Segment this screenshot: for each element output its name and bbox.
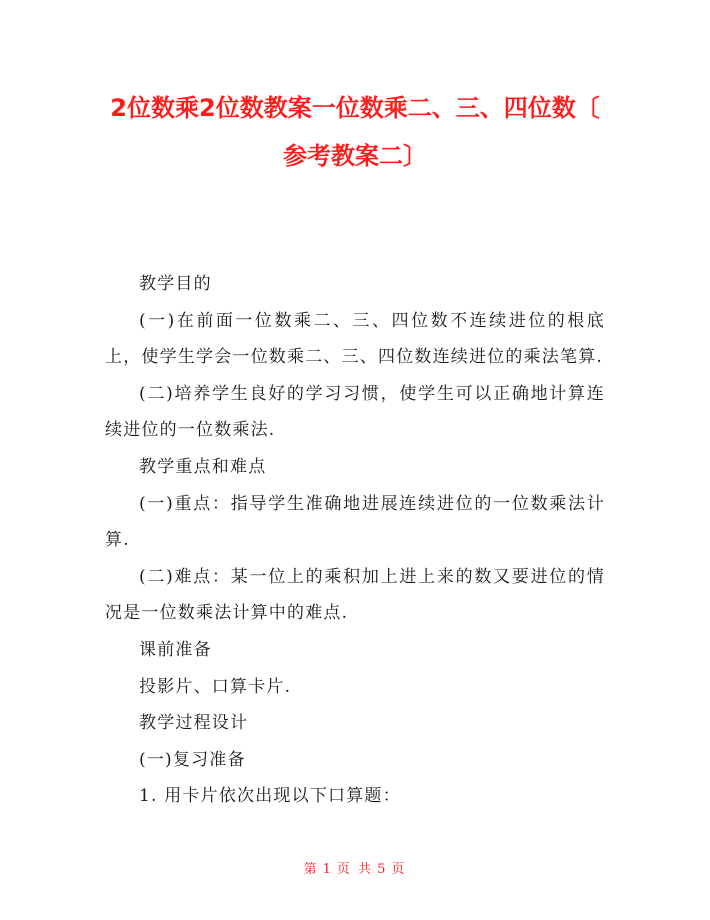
document-title <box>70 84 640 180</box>
title-line-1: 2位数乘2位数教案一位数乘二、三、四位数〔 <box>110 94 600 122</box>
section-heading-process: 教学过程设计 <box>139 713 249 734</box>
section-heading-preparation: 课前准备 <box>139 639 212 660</box>
paragraph: 投影片、口算卡片. <box>139 676 292 697</box>
footer-mid: 页 共 <box>336 862 374 877</box>
footer-page-number: 1 <box>322 862 333 877</box>
document-body <box>105 266 605 815</box>
paragraph: (二)难点：某一位上的乘积加上进上来的数又要进位的情况是一位数乘法计算中的难点. <box>105 566 605 624</box>
section-heading-objectives: 教学目的 <box>139 274 212 294</box>
paragraph: (一)在前面一位数乘二、三、四位数不连续进位的根底上，使学生学会一位数乘二、三、四位数连续进位的乘法笔算. <box>105 310 605 368</box>
paragraph: (一)重点：指导学生准确地进展连续进位的一位数乘法计算. <box>105 493 605 551</box>
paragraph: (一)复习准备 <box>139 749 246 770</box>
footer-suffix: 页 <box>391 862 407 877</box>
footer-prefix: 第 <box>303 862 319 877</box>
title-line-2: 参考教案二〕 <box>283 142 427 170</box>
paragraph: (二)培养学生良好的学习习惯，使学生可以正确地计算连续进位的一位数乘法. <box>105 383 605 441</box>
page-footer <box>0 858 710 877</box>
paragraph: 1. 用卡片依次出现以下口算题： <box>139 786 401 807</box>
section-heading-key-points: 教学重点和难点 <box>139 456 267 477</box>
footer-total-pages: 5 <box>377 862 388 877</box>
